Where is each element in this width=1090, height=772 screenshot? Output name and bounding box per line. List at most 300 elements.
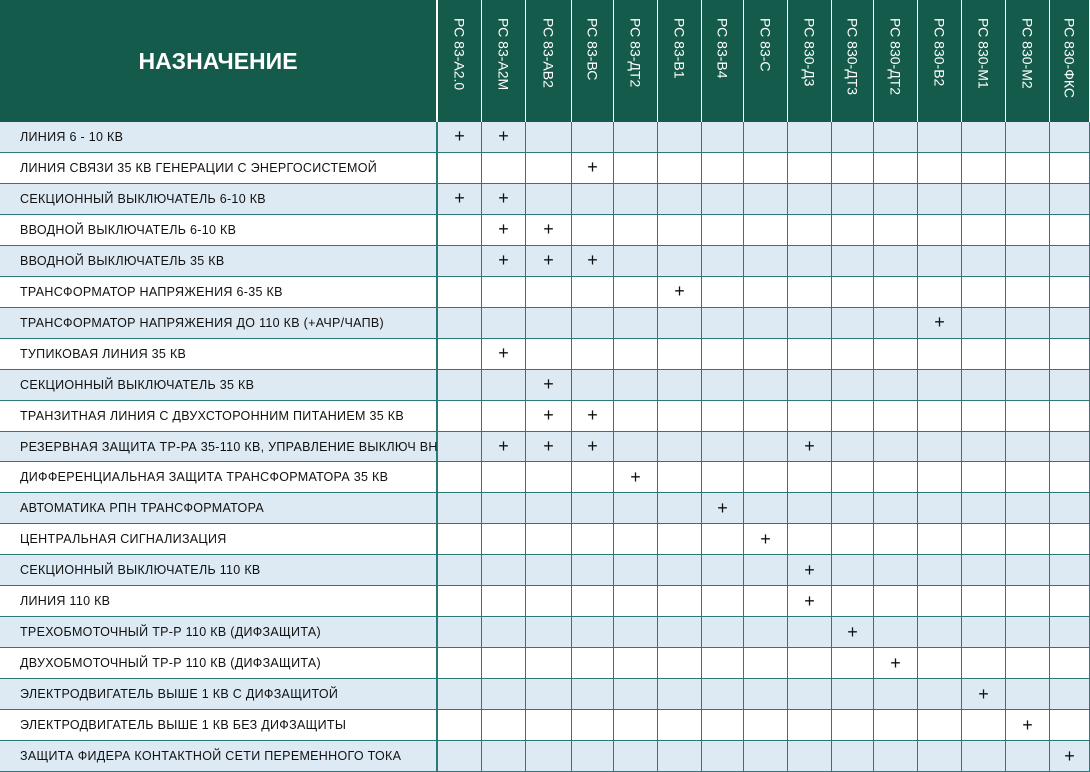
column-header-label: РС 83-АВ2 xyxy=(540,18,557,88)
table-cell xyxy=(788,308,832,339)
table-cell xyxy=(438,524,482,555)
table-cell xyxy=(962,432,1006,463)
table-cell xyxy=(1050,586,1090,617)
table-cell xyxy=(874,153,918,184)
table-cell xyxy=(1050,370,1090,401)
table-cell xyxy=(438,586,482,617)
table-cell xyxy=(438,710,482,741)
table-cell xyxy=(744,339,788,370)
row-label: ЗАЩИТА ФИДЕРА КОНТАКТНОЙ СЕТИ ПЕРЕМЕННОГО ТОКА xyxy=(0,741,438,772)
table-cell xyxy=(744,741,788,772)
row-label: ЛИНИЯ СВЯЗИ 35 КВ ГЕНЕРАЦИИ С ЭНЕРГОСИСТЕМОЙ xyxy=(0,153,438,184)
table-cell xyxy=(658,648,702,679)
column-header-label: РС 830-ФКС xyxy=(1061,18,1078,98)
table-cell xyxy=(874,432,918,463)
table-cell xyxy=(788,401,832,432)
column-header-label: РС 830-ДТ2 xyxy=(887,18,904,96)
table-cell xyxy=(572,617,614,648)
table-cell xyxy=(874,215,918,246)
column-header-label: РС 83-В1 xyxy=(671,18,688,79)
table-row xyxy=(0,215,1090,246)
table-cell xyxy=(962,524,1006,555)
table-cell xyxy=(1050,432,1090,463)
table-cell xyxy=(438,153,482,184)
table-cell xyxy=(744,586,788,617)
table-cell xyxy=(918,586,962,617)
table-cell xyxy=(962,462,1006,493)
column-header xyxy=(526,0,572,122)
table-cell xyxy=(788,215,832,246)
table-cell xyxy=(1050,710,1090,741)
table-cell xyxy=(1050,308,1090,339)
table-cell xyxy=(526,308,572,339)
table-cell xyxy=(874,462,918,493)
row-label: ЭЛЕКТРОДВИГАТЕЛЬ ВЫШЕ 1 КВ С ДИФЗАЩИТОЙ xyxy=(0,679,438,710)
table-cell xyxy=(614,741,658,772)
table-cell xyxy=(962,184,1006,215)
table-cell: + xyxy=(702,493,744,524)
table-cell xyxy=(918,524,962,555)
table-cell xyxy=(1006,648,1050,679)
table-cell xyxy=(614,586,658,617)
table-cell: + xyxy=(482,246,526,277)
table-cell xyxy=(1050,462,1090,493)
column-header-label: РС 83-ДТ2 xyxy=(627,18,644,88)
table-cell: + xyxy=(614,462,658,493)
table-cell: + xyxy=(832,617,874,648)
table-cell xyxy=(614,432,658,463)
table-cell xyxy=(572,741,614,772)
table-cell xyxy=(658,617,702,648)
table-cell xyxy=(918,370,962,401)
table-cell: + xyxy=(788,432,832,463)
row-label: СЕКЦИОННЫЙ ВЫКЛЮЧАТЕЛЬ 35 КВ xyxy=(0,370,438,401)
table-cell xyxy=(1006,277,1050,308)
table-cell xyxy=(1050,493,1090,524)
table-cell xyxy=(438,493,482,524)
table-cell xyxy=(658,153,702,184)
table-cell: + xyxy=(438,184,482,215)
table-cell: + xyxy=(788,555,832,586)
table-cell: + xyxy=(438,122,482,153)
table-cell xyxy=(1006,401,1050,432)
table-cell xyxy=(526,153,572,184)
table-cell xyxy=(702,184,744,215)
table-cell xyxy=(1006,462,1050,493)
table-cell xyxy=(918,679,962,710)
table-cell xyxy=(744,710,788,741)
row-label: АВТОМАТИКА РПН ТРАНСФОРМАТОРА xyxy=(0,493,438,524)
table-cell xyxy=(482,462,526,493)
table-cell xyxy=(1006,555,1050,586)
table-cell xyxy=(614,679,658,710)
table-cell xyxy=(832,339,874,370)
table-cell xyxy=(526,493,572,524)
row-label: ДВУХОБМОТОЧНЫЙ ТР-Р 110 КВ (ДИФЗАЩИТА) xyxy=(0,648,438,679)
column-header-label: РС 83-ВС xyxy=(584,18,601,81)
table-cell xyxy=(744,153,788,184)
table-cell xyxy=(658,586,702,617)
table-cell xyxy=(482,370,526,401)
table-cell xyxy=(658,246,702,277)
table-cell xyxy=(702,246,744,277)
table-cell xyxy=(918,617,962,648)
table-cell xyxy=(572,122,614,153)
table-cell: + xyxy=(526,370,572,401)
table-cell xyxy=(658,370,702,401)
row-label: ЦЕНТРАЛЬНАЯ СИГНАЛИЗАЦИЯ xyxy=(0,524,438,555)
table-cell xyxy=(658,432,702,463)
table-cell xyxy=(702,339,744,370)
table-cell xyxy=(614,617,658,648)
table-cell xyxy=(744,122,788,153)
table-cell xyxy=(1050,648,1090,679)
table-cell xyxy=(918,122,962,153)
table-cell xyxy=(874,586,918,617)
column-header xyxy=(832,0,874,122)
table-cell xyxy=(744,184,788,215)
table-cell xyxy=(918,432,962,463)
table-cell xyxy=(918,215,962,246)
table-cell xyxy=(1050,153,1090,184)
table-cell xyxy=(482,153,526,184)
table-cell xyxy=(702,586,744,617)
table-cell xyxy=(658,462,702,493)
table-cell xyxy=(1006,184,1050,215)
table-cell xyxy=(874,370,918,401)
table-cell xyxy=(788,462,832,493)
table-cell xyxy=(918,153,962,184)
table-cell xyxy=(1006,339,1050,370)
table-cell xyxy=(918,246,962,277)
table-cell xyxy=(832,215,874,246)
table-cell xyxy=(874,246,918,277)
table-cell: + xyxy=(572,153,614,184)
table-row xyxy=(0,370,1090,401)
table-cell xyxy=(832,679,874,710)
table-cell xyxy=(526,122,572,153)
table-cell xyxy=(438,370,482,401)
column-header-label: РС 830-М1 xyxy=(975,18,992,89)
table-cell xyxy=(874,277,918,308)
table-cell xyxy=(918,493,962,524)
table-cell xyxy=(658,741,702,772)
table-cell xyxy=(572,215,614,246)
table-cell xyxy=(962,555,1006,586)
table-cell xyxy=(572,679,614,710)
table-cell xyxy=(614,277,658,308)
table-cell: + xyxy=(1050,741,1090,772)
table-cell xyxy=(744,277,788,308)
table-cell xyxy=(832,493,874,524)
table-cell xyxy=(832,710,874,741)
table-cell xyxy=(482,555,526,586)
table-cell xyxy=(874,679,918,710)
table-cell xyxy=(438,401,482,432)
table-cell xyxy=(832,432,874,463)
table-cell xyxy=(702,462,744,493)
table-cell xyxy=(962,246,1006,277)
table-cell xyxy=(962,648,1006,679)
table-cell xyxy=(702,555,744,586)
table-row xyxy=(0,432,1090,463)
table-cell xyxy=(438,339,482,370)
table-cell xyxy=(482,401,526,432)
table-cell xyxy=(572,493,614,524)
table-row xyxy=(0,679,1090,710)
table-cell xyxy=(702,122,744,153)
column-header xyxy=(744,0,788,122)
table-cell xyxy=(1006,432,1050,463)
table-cell xyxy=(526,648,572,679)
table-cell xyxy=(962,308,1006,339)
table-cell xyxy=(918,648,962,679)
column-header-label: РС 83-В4 xyxy=(714,18,731,79)
table-row xyxy=(0,555,1090,586)
table-cell xyxy=(962,370,1006,401)
table-cell xyxy=(702,401,744,432)
table-cell xyxy=(1050,524,1090,555)
table-cell xyxy=(918,184,962,215)
row-label: ЛИНИЯ 6 - 10 КВ xyxy=(0,122,438,153)
table-cell xyxy=(614,648,658,679)
table-cell xyxy=(744,432,788,463)
table-cell xyxy=(702,617,744,648)
column-header xyxy=(874,0,918,122)
table-cell xyxy=(702,308,744,339)
table-cell xyxy=(788,184,832,215)
table-cell xyxy=(874,524,918,555)
column-header xyxy=(438,0,482,122)
table-cell xyxy=(1006,741,1050,772)
table-row xyxy=(0,153,1090,184)
table-cell xyxy=(832,462,874,493)
table-cell xyxy=(658,493,702,524)
table-cell: + xyxy=(482,339,526,370)
table-row xyxy=(0,339,1090,370)
table-cell xyxy=(1006,153,1050,184)
table-row xyxy=(0,710,1090,741)
table-cell xyxy=(658,122,702,153)
table-cell xyxy=(482,493,526,524)
table-cell xyxy=(482,741,526,772)
table-row xyxy=(0,493,1090,524)
table-cell xyxy=(438,462,482,493)
table-cell xyxy=(744,648,788,679)
table-cell xyxy=(614,524,658,555)
table-cell xyxy=(526,524,572,555)
table-cell xyxy=(438,308,482,339)
row-label: СЕКЦИОННЫЙ ВЫКЛЮЧАТЕЛЬ 110 КВ xyxy=(0,555,438,586)
table-cell xyxy=(526,617,572,648)
row-label: ТУПИКОВАЯ ЛИНИЯ 35 КВ xyxy=(0,339,438,370)
table-row xyxy=(0,246,1090,277)
table-cell xyxy=(702,710,744,741)
table-row xyxy=(0,524,1090,555)
table-cell xyxy=(744,462,788,493)
table-cell xyxy=(658,215,702,246)
table-row xyxy=(0,648,1090,679)
table-cell xyxy=(832,153,874,184)
table-cell xyxy=(614,153,658,184)
table-cell xyxy=(962,122,1006,153)
column-header-label: РС 830-М2 xyxy=(1019,18,1036,89)
table-cell xyxy=(526,184,572,215)
table-cell xyxy=(1006,493,1050,524)
table-cell xyxy=(874,339,918,370)
column-header xyxy=(614,0,658,122)
table-cell xyxy=(614,401,658,432)
table-cell xyxy=(526,741,572,772)
table-cell xyxy=(702,648,744,679)
table-cell xyxy=(874,555,918,586)
table-cell xyxy=(614,555,658,586)
table-cell xyxy=(788,741,832,772)
table-cell xyxy=(438,277,482,308)
table-cell xyxy=(832,741,874,772)
row-label: ЛИНИЯ 110 КВ xyxy=(0,586,438,617)
table-cell xyxy=(874,617,918,648)
table-cell xyxy=(788,246,832,277)
header-purpose: НАЗНАЧЕНИЕ xyxy=(0,0,438,122)
table-cell xyxy=(482,617,526,648)
table-cell xyxy=(1006,617,1050,648)
table-cell xyxy=(1050,215,1090,246)
table-cell xyxy=(832,184,874,215)
table-cell: + xyxy=(658,277,702,308)
table-cell xyxy=(962,153,1006,184)
table-cell xyxy=(1006,524,1050,555)
table-cell xyxy=(702,215,744,246)
table-cell: + xyxy=(744,524,788,555)
table-cell: + xyxy=(482,122,526,153)
table-cell xyxy=(962,277,1006,308)
table-cell xyxy=(614,339,658,370)
table-cell xyxy=(614,370,658,401)
table-cell xyxy=(744,493,788,524)
row-label: ТРЕХОБМОТОЧНЫЙ ТР-Р 110 КВ (ДИФЗАЩИТА) xyxy=(0,617,438,648)
table-row xyxy=(0,308,1090,339)
row-label: ТРАНСФОРМАТОР НАПРЯЖЕНИЯ 6-35 КВ xyxy=(0,277,438,308)
table-cell xyxy=(918,339,962,370)
row-label: РЕЗЕРВНАЯ ЗАЩИТА ТР-РА 35-110 КВ, УПРАВЛЕНИЕ ВЫКЛЮЧ ВН xyxy=(0,432,438,463)
table-cell xyxy=(788,710,832,741)
table-cell xyxy=(918,710,962,741)
table-row xyxy=(0,617,1090,648)
column-header-label: РС 83-А2.0 xyxy=(451,18,468,91)
table-cell xyxy=(1050,617,1090,648)
column-header xyxy=(482,0,526,122)
row-label: ВВОДНОЙ ВЫКЛЮЧАТЕЛЬ 6-10 КВ xyxy=(0,215,438,246)
table-cell: + xyxy=(526,432,572,463)
table-row xyxy=(0,401,1090,432)
table-cell xyxy=(572,308,614,339)
table-cell xyxy=(832,401,874,432)
table-cell xyxy=(526,586,572,617)
table-cell: + xyxy=(526,246,572,277)
table-cell xyxy=(572,524,614,555)
table-cell xyxy=(788,493,832,524)
table-cell xyxy=(572,339,614,370)
row-label: ВВОДНОЙ ВЫКЛЮЧАТЕЛЬ 35 КВ xyxy=(0,246,438,277)
table-cell: + xyxy=(526,215,572,246)
table-cell xyxy=(788,153,832,184)
table-cell xyxy=(874,401,918,432)
table-cell xyxy=(874,741,918,772)
table-cell xyxy=(526,277,572,308)
table-cell xyxy=(658,679,702,710)
table-cell xyxy=(702,679,744,710)
row-label: СЕКЦИОННЫЙ ВЫКЛЮЧАТЕЛЬ 6-10 КВ xyxy=(0,184,438,215)
table-cell xyxy=(962,401,1006,432)
table-cell xyxy=(1050,401,1090,432)
table-row xyxy=(0,184,1090,215)
table-cell xyxy=(1006,679,1050,710)
table-cell xyxy=(572,462,614,493)
table-cell xyxy=(526,679,572,710)
table-cell xyxy=(788,648,832,679)
table-cell xyxy=(482,308,526,339)
table-cell xyxy=(1050,679,1090,710)
column-header-label: РС 830-В2 xyxy=(931,18,948,87)
table-cell xyxy=(744,401,788,432)
table-cell: + xyxy=(482,432,526,463)
table-cell xyxy=(658,401,702,432)
row-label: ТРАНСФОРМАТОР НАПРЯЖЕНИЯ ДО 110 КВ (+АЧР/ЧАПВ) xyxy=(0,308,438,339)
table-cell: + xyxy=(788,586,832,617)
table-cell: + xyxy=(874,648,918,679)
table-cell xyxy=(614,246,658,277)
table-cell xyxy=(1006,122,1050,153)
table-cell: + xyxy=(572,401,614,432)
table-cell xyxy=(658,555,702,586)
table-cell xyxy=(526,462,572,493)
table-cell: + xyxy=(918,308,962,339)
table-cell xyxy=(1006,370,1050,401)
table-cell xyxy=(438,555,482,586)
column-header xyxy=(1006,0,1050,122)
column-header xyxy=(1050,0,1090,122)
table-cell xyxy=(438,679,482,710)
table-cell: + xyxy=(572,432,614,463)
table-cell xyxy=(658,339,702,370)
table-cell xyxy=(874,308,918,339)
table-row xyxy=(0,462,1090,493)
table-cell xyxy=(572,184,614,215)
table-cell xyxy=(832,308,874,339)
column-header xyxy=(962,0,1006,122)
row-label: ТРАНЗИТНАЯ ЛИНИЯ С ДВУХСТОРОННИМ ПИТАНИЕМ 35 КВ xyxy=(0,401,438,432)
table-cell xyxy=(1006,215,1050,246)
table-cell xyxy=(702,432,744,463)
table-cell xyxy=(1050,555,1090,586)
table-cell xyxy=(614,184,658,215)
column-header xyxy=(702,0,744,122)
table-cell xyxy=(788,679,832,710)
table-cell xyxy=(438,215,482,246)
table-cell xyxy=(1006,308,1050,339)
table-cell xyxy=(962,710,1006,741)
table-cell xyxy=(1006,586,1050,617)
table-cell xyxy=(702,370,744,401)
table-cell xyxy=(482,710,526,741)
table-cell xyxy=(702,741,744,772)
table-cell xyxy=(744,679,788,710)
table-cell xyxy=(874,493,918,524)
table-cell xyxy=(788,370,832,401)
table-cell xyxy=(832,648,874,679)
table-cell xyxy=(788,617,832,648)
